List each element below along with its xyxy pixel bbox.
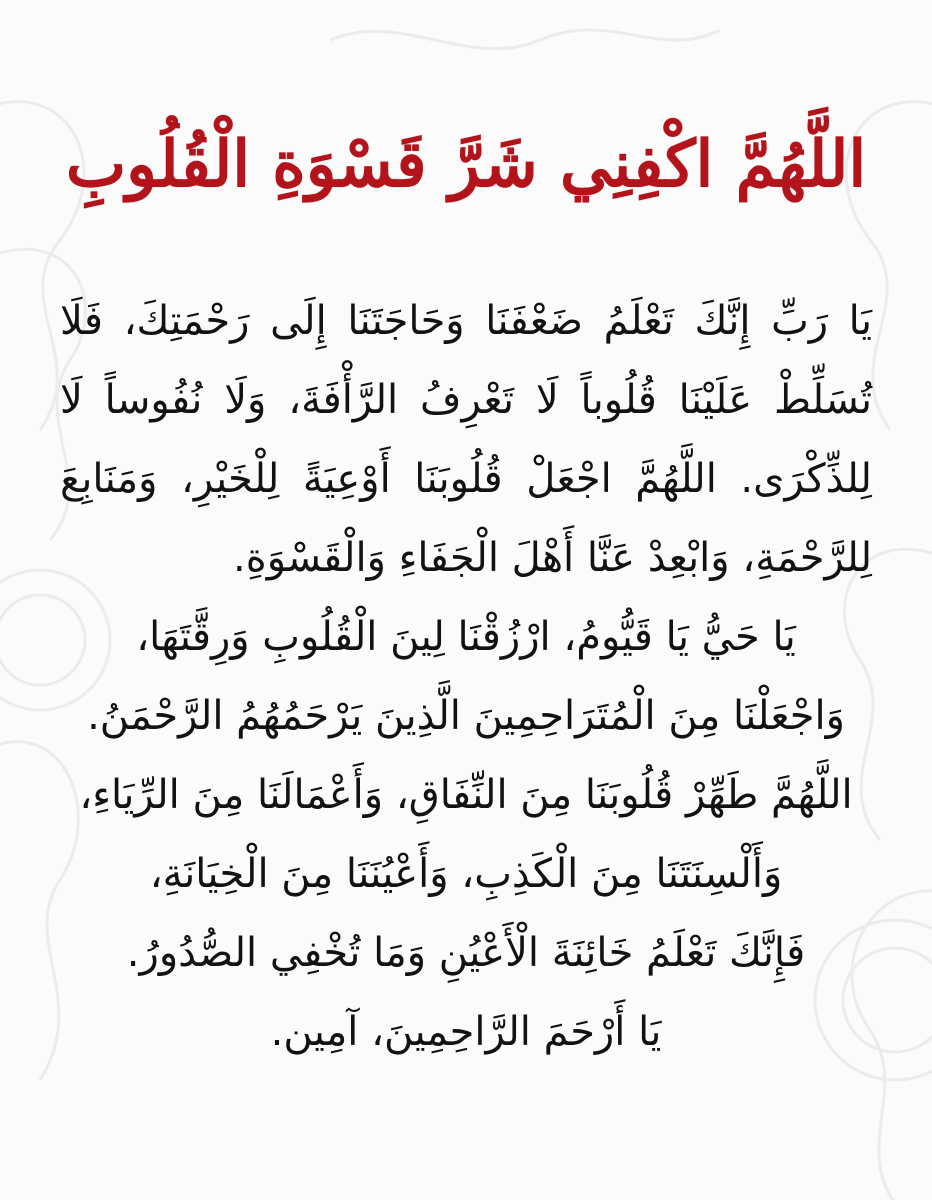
- prayer-line: فَإِنَّكَ تَعْلَمُ خَائِنَةَ الْأَعْيُنِ وَمَا تُخْفِي الصُّدُورُ.: [126, 930, 806, 976]
- prayer-line: وَأَلْسِنَتَنَا مِنَ الْكَذِبِ، وَأَعْيُنَنَا مِنَ الْخِيَانَةِ،: [149, 851, 783, 897]
- prayer-title: اللَّهُمَّ اكْفِنِي شَرَّ قَسْوَةِ الْقُلُوبِ: [65, 127, 867, 202]
- prayer-line: لِلرَّحْمَةِ، وَابْعِدْ عَنَّا أَهْلَ الْجَفَاءِ وَالْقَسْوَةِ.: [233, 535, 872, 581]
- prayer-line: يَا رَبِّ إِنَّكَ تَعْلَمُ ضَعْفَنَا وَحَاجَتَنَا إِلَى رَحْمَتِكَ، فَلَا: [60, 298, 872, 344]
- prayer-line: يَا حَيُّ يَا قَيُّومُ، ارْزُقْنَا لِينَ الْقُلُوبِ وَرِقَّتَهَا،: [136, 614, 796, 660]
- prayer-line: اللَّهُمَّ طَهِّرْ قُلُوبَنَا مِنَ النِّفَاقِ، وَأَعْمَالَنَا مِنَ الرِّيَاءِ،: [79, 772, 853, 818]
- prayer-text: [60, 282, 872, 1072]
- prayer-line: وَاجْعَلْنَا مِنَ الْمُتَرَاحِمِينَ الَّذِينَ يَرْحَمُهُمُ الرَّحْمَنُ.: [87, 693, 845, 739]
- prayer-line: لِلذِّكْرَى. اللَّهُمَّ اجْعَلْ قُلُوبَنَا أَوْعِيَةً لِلْخَيْرِ، وَمَنَابِعَ: [60, 456, 872, 502]
- prayer-line: تُسَلِّطْ عَلَيْنَا قُلُوباً لَا تَعْرِفُ الرَّأْفَةَ، وَلَا نُفُوساً لَا: [60, 377, 872, 423]
- prayer-line: يَا أَرْحَمَ الرَّاحِمِينَ، آمِين.: [270, 1009, 662, 1055]
